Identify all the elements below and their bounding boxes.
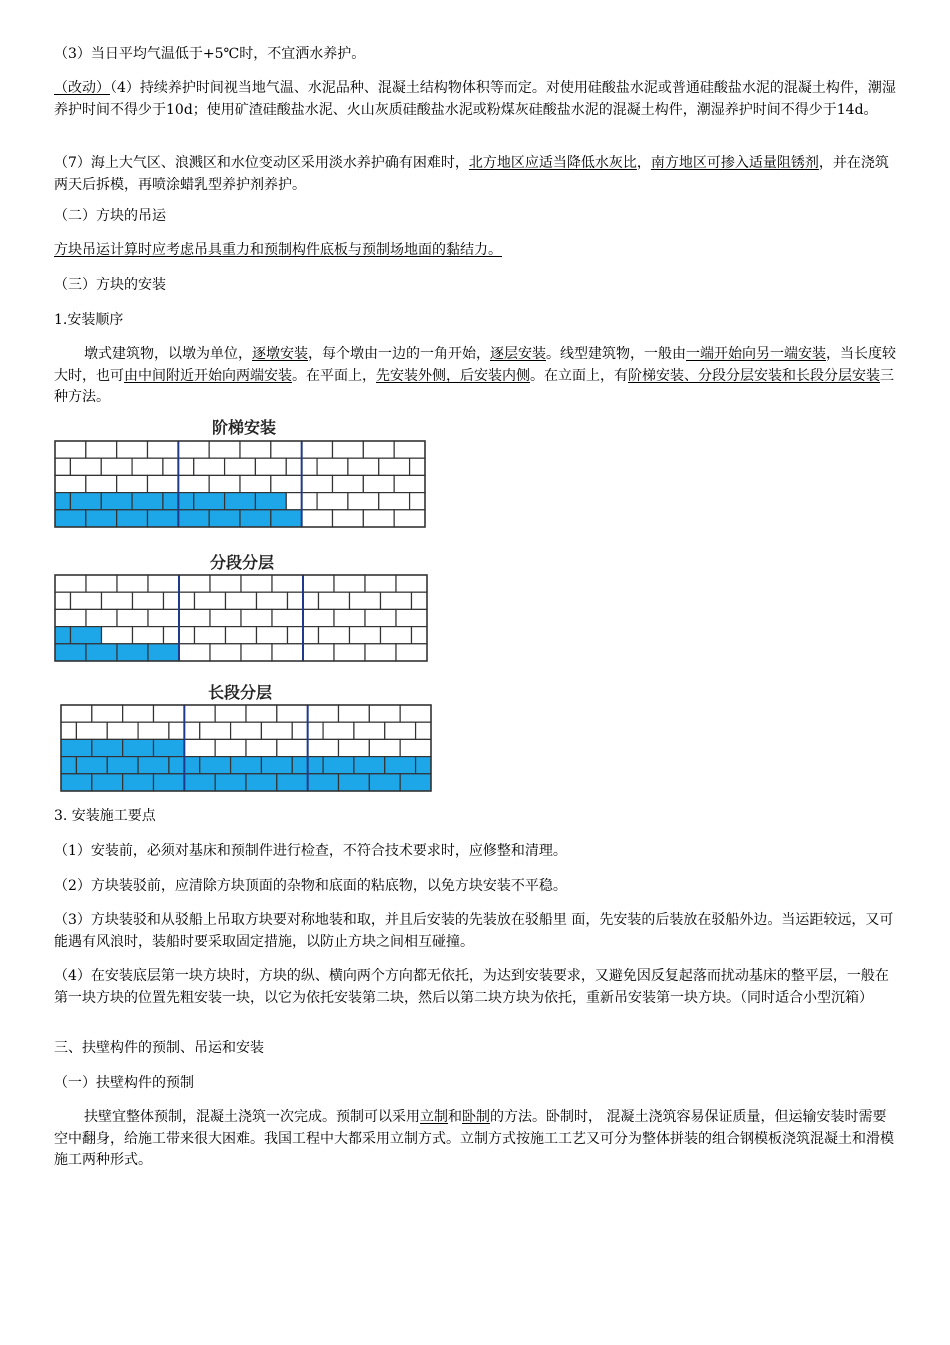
pending-block <box>246 705 277 722</box>
pending-block <box>271 475 302 492</box>
installed-block <box>107 757 138 774</box>
installed-block <box>255 493 286 510</box>
pending-block <box>179 609 210 626</box>
pending-block <box>240 475 271 492</box>
installed-block <box>339 774 370 791</box>
installed-block <box>61 774 92 791</box>
pending-block <box>92 705 123 722</box>
pending-block <box>261 722 292 739</box>
pending-block <box>303 575 334 592</box>
pending-block <box>102 627 133 644</box>
pending-block <box>210 575 241 592</box>
pending-block <box>379 493 410 510</box>
paragraph-curing-temperature: （3）当日平均气温低于+5℃时，不宜洒水养护。 <box>54 46 366 62</box>
point-3: （3）方块装驳和从驳船上吊取方块要对称地装和取，并且后安装的先装放在驳船里 面，先安装的后装放在驳船外边。当运距较远，又可能遇有风浪时，装船时要采取固定措施，以防止方块之间相互碰撞。 <box>54 912 894 950</box>
installed-block <box>117 644 148 661</box>
pending-block <box>381 592 412 609</box>
pending-block <box>339 739 370 756</box>
paragraph-marine-curing: （7）海上大气区、浪溅区和水位变动区采用淡水养护确有困难时，北方地区应适当降低水灰比，南方地区可掺入适量阻锈剂，并在浇筑两天后拆模，再喷涂蜡乳型养护剂养护。 <box>54 155 889 193</box>
pending-block <box>272 575 303 592</box>
pending-block <box>55 575 86 592</box>
installed-block <box>178 510 209 527</box>
diagram-stepped-installation <box>54 440 426 528</box>
pending-block <box>178 441 209 458</box>
pending-block <box>381 627 412 644</box>
pending-block <box>107 722 138 739</box>
paragraph-buttress-prefab: 扶壁宜整体预制，混凝土浇筑一次完成。预制可以采用立制和卧制的方法。卧制时， 混凝土浇筑容易保证质量，但运输安装时需要空中翻身，给施工带来很大困难。我国工程中大都采用立制方式。立制方式按施工工艺又可分为整体拼装的组合钢模板浇筑混凝土和滑模施工两种形式。 <box>54 1109 894 1168</box>
pending-block <box>400 705 431 722</box>
pending-block <box>317 493 348 510</box>
installed-block <box>86 510 117 527</box>
pending-block <box>148 475 179 492</box>
point-1: （1）安装前，必须对基床和预制件进行检查，不符合技术要求时，应修整和清理。 <box>54 843 567 859</box>
heading-installation-points: 3. 安装施工要点 <box>54 808 156 824</box>
changed-tag: （改动） <box>54 80 110 96</box>
pending-block <box>394 475 425 492</box>
pending-block <box>369 739 400 756</box>
pending-block <box>148 609 179 626</box>
pending-block <box>363 510 394 527</box>
installed-block <box>400 774 431 791</box>
diagram-long-segment-layered-installation <box>60 704 432 792</box>
pending-block <box>101 458 132 475</box>
installed-block <box>123 739 154 756</box>
pending-block <box>319 592 350 609</box>
pending-block <box>226 592 257 609</box>
pending-block <box>246 739 277 756</box>
installed-block <box>55 627 71 644</box>
pending-block <box>365 644 396 661</box>
pending-block <box>148 441 179 458</box>
pending-block <box>55 592 71 609</box>
pending-block <box>272 609 303 626</box>
pending-block <box>303 609 334 626</box>
pending-block <box>333 510 364 527</box>
pending-block <box>215 705 246 722</box>
pending-block <box>200 722 231 739</box>
pending-block <box>410 493 425 510</box>
pending-block <box>365 609 396 626</box>
pending-block <box>86 609 117 626</box>
pending-block <box>231 722 262 739</box>
pending-block <box>354 722 385 739</box>
pending-block <box>319 627 350 644</box>
heading-buttress: 三、扶壁构件的预制、吊运和安装 <box>54 1040 264 1056</box>
pending-block <box>138 722 169 739</box>
installed-block <box>385 757 416 774</box>
point-4: （4）在安装底层第一块方块时，方块的纵、横向两个方向都无依托，为达到安装要求，又避免因反复起落而扰动基床的整平层，一般在第一块方块的位置先粗安装一块，以它为依托安装第二块，然后以第二块方块为依托，重新吊安装第一块方块。（同时适合小型沉箱） <box>54 968 889 1006</box>
pending-block <box>210 609 241 626</box>
pending-block <box>277 705 308 722</box>
pending-block <box>412 627 428 644</box>
paragraph-hoisting: 方块吊运计算时应考虑吊具重力和预制构件底板与预制场地面的黏结力。 <box>54 242 502 258</box>
heading-install-order: 1.安装顺序 <box>54 312 124 328</box>
installed-block <box>261 757 292 774</box>
diagram-title-segmented-layered: 分段分层 <box>210 553 275 572</box>
paragraph-install-order: 墩式建筑物，以墩为单位，逐墩安装，每个墩由一边的一角开始，逐层安装。线型建筑物，一般由一端开始向另一端安装，当长度较大时，也可由中间附近开始向两端安装。在平面上，先安装外侧，后安装内侧。在立面上，有阶梯安装、分段分层安装和长段分层安装三种方法。 <box>54 346 896 405</box>
installed-block <box>71 627 102 644</box>
installed-block <box>86 644 117 661</box>
pending-block <box>178 475 209 492</box>
point-2: （2）方块装驳前，应清除方块顶面的杂物和底面的粘底物，以免方块安装不平稳。 <box>54 878 567 894</box>
pending-block <box>303 644 334 661</box>
pending-block <box>394 510 425 527</box>
installed-block <box>323 757 354 774</box>
installed-block <box>354 757 385 774</box>
pending-block <box>179 575 210 592</box>
pending-block <box>308 705 339 722</box>
installed-block <box>55 510 86 527</box>
pending-block <box>412 592 428 609</box>
installed-block <box>154 739 185 756</box>
pending-block <box>117 609 148 626</box>
pending-block <box>55 609 86 626</box>
pending-block <box>369 705 400 722</box>
pending-block <box>365 575 396 592</box>
heading-buttress-prefab: （一）扶壁构件的预制 <box>54 1075 194 1091</box>
installed-block <box>132 493 163 510</box>
diagram-segmented-layered-installation <box>54 574 428 662</box>
diagram-title-long-segment-layered: 长段分层 <box>208 683 273 702</box>
pending-block <box>209 475 240 492</box>
pending-block <box>350 627 381 644</box>
paragraph-curing-duration: （改动）（4）持续养护时间视当地气温、水泥品种、混凝土结构物体积等而定。对使用硅酸盐水泥或普通硅酸盐水泥的混凝土构件，潮湿养护时间不得少于10d；使用矿渣硅酸盐水泥、火山灰质硅酸盐水泥或粉煤灰硅酸盐水泥的混凝土构件，潮湿养护时间不得少于14d。 <box>54 80 896 118</box>
installed-block <box>416 757 431 774</box>
pending-block <box>195 592 226 609</box>
installed-block <box>76 757 107 774</box>
pending-block <box>394 441 425 458</box>
pending-block <box>117 441 148 458</box>
installed-block <box>246 774 277 791</box>
pending-block <box>55 475 86 492</box>
pending-block <box>257 592 288 609</box>
pending-block <box>70 458 101 475</box>
pending-block <box>241 609 272 626</box>
pending-block <box>277 739 308 756</box>
pending-block <box>350 592 381 609</box>
installed-block <box>154 774 185 791</box>
installed-block <box>101 493 132 510</box>
installed-block <box>231 757 262 774</box>
pending-block <box>363 475 394 492</box>
installed-block <box>225 493 256 510</box>
pending-block <box>302 475 333 492</box>
pending-block <box>302 441 333 458</box>
installed-block <box>138 757 169 774</box>
pending-block <box>317 458 348 475</box>
pending-block <box>215 739 246 756</box>
pending-block <box>396 644 427 661</box>
pending-block <box>339 705 370 722</box>
pending-block <box>379 458 410 475</box>
pending-block <box>257 627 288 644</box>
pending-block <box>71 592 102 609</box>
pending-block <box>255 458 286 475</box>
pending-block <box>241 575 272 592</box>
pending-block <box>308 739 339 756</box>
pending-block <box>323 722 354 739</box>
heading-block-hoisting: （二）方块的吊运 <box>54 208 166 224</box>
diagram-title-stepped: 阶梯安装 <box>212 418 277 437</box>
pending-block <box>117 475 148 492</box>
pending-block <box>102 592 133 609</box>
pending-block <box>133 592 164 609</box>
pending-block <box>210 644 241 661</box>
installed-block <box>92 774 123 791</box>
pending-block <box>154 705 185 722</box>
pending-block <box>117 575 148 592</box>
pending-block <box>241 644 272 661</box>
pending-block <box>396 575 427 592</box>
pending-block <box>184 705 215 722</box>
pending-block <box>396 609 427 626</box>
installed-block <box>271 510 302 527</box>
pending-block <box>148 575 179 592</box>
pending-block <box>410 458 425 475</box>
pending-block <box>61 722 76 739</box>
installed-block <box>61 757 76 774</box>
pending-block <box>76 722 107 739</box>
installed-block <box>308 774 339 791</box>
pending-block <box>86 475 117 492</box>
pending-block <box>194 458 225 475</box>
pending-block <box>184 739 215 756</box>
pending-block <box>348 493 379 510</box>
installed-block <box>61 739 92 756</box>
pending-block <box>86 441 117 458</box>
installed-block <box>209 510 240 527</box>
pending-block <box>348 458 379 475</box>
pending-block <box>225 458 256 475</box>
pending-block <box>240 441 271 458</box>
installed-block <box>240 510 271 527</box>
pending-block <box>363 441 394 458</box>
installed-block <box>55 644 86 661</box>
pending-block <box>302 510 333 527</box>
pending-block <box>334 609 365 626</box>
installed-block <box>70 493 101 510</box>
installed-block <box>369 774 400 791</box>
installed-block <box>194 493 225 510</box>
pending-block <box>86 575 117 592</box>
installed-block <box>117 510 148 527</box>
installed-block <box>148 644 179 661</box>
pending-block <box>55 458 70 475</box>
installed-block <box>184 774 215 791</box>
installed-block <box>200 757 231 774</box>
pending-block <box>271 441 302 458</box>
pending-block <box>195 627 226 644</box>
pending-block <box>416 722 431 739</box>
pending-block <box>133 627 164 644</box>
pending-block <box>209 441 240 458</box>
installed-block <box>277 774 308 791</box>
installed-block <box>55 493 70 510</box>
pending-block <box>226 627 257 644</box>
pending-block <box>272 644 303 661</box>
pending-block <box>333 475 364 492</box>
pending-block <box>385 722 416 739</box>
pending-block <box>123 705 154 722</box>
pending-block <box>55 441 86 458</box>
pending-block <box>132 458 163 475</box>
pending-block <box>61 705 92 722</box>
installed-block <box>148 510 179 527</box>
installed-block <box>92 739 123 756</box>
heading-block-installation: （三）方块的安装 <box>54 277 166 293</box>
pending-block <box>334 575 365 592</box>
pending-block <box>179 644 210 661</box>
installed-block <box>123 774 154 791</box>
pending-block <box>333 441 364 458</box>
pending-block <box>400 739 431 756</box>
pending-block <box>334 644 365 661</box>
installed-block <box>215 774 246 791</box>
